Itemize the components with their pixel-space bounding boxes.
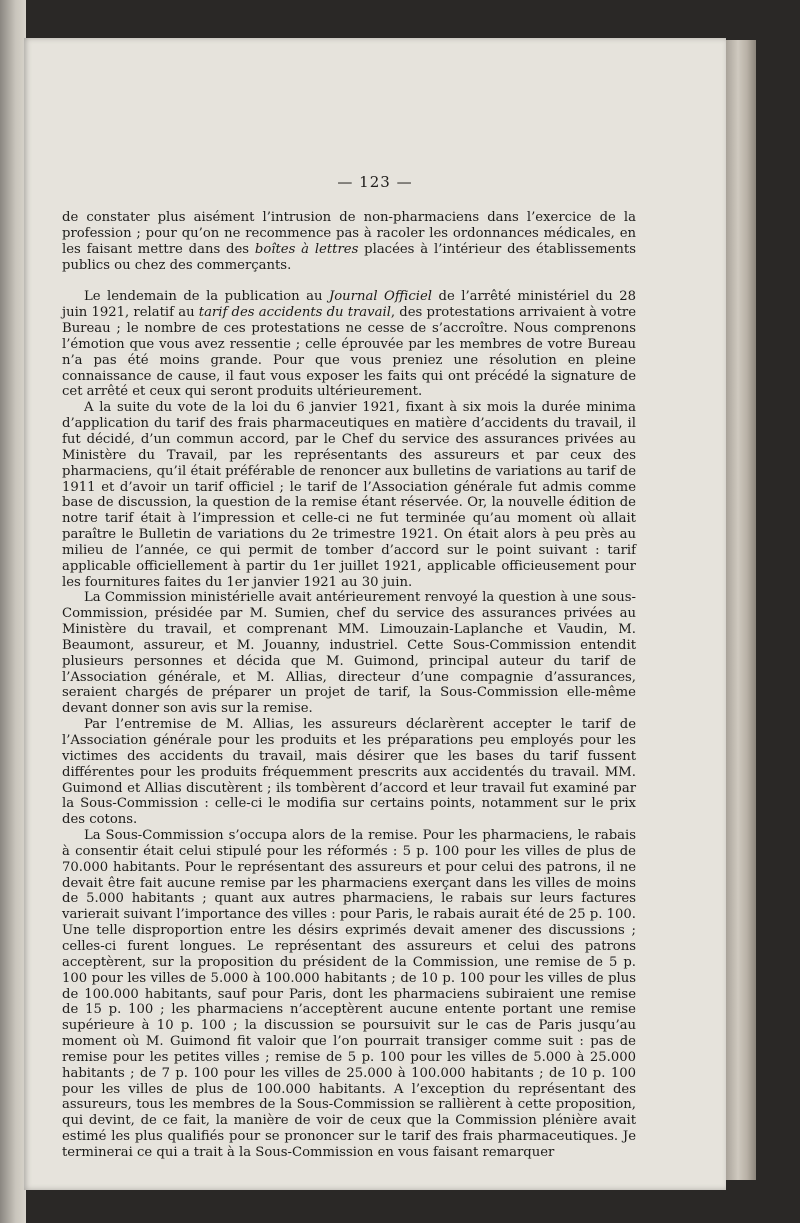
text-run: La Commission ministérielle avait antérieurement renvoyé la question à une sous-Commission, présidée par M. Sumien, chef du service des assurances privées au Ministère du travail, et comprenant MM. Limouzain-Laplanche et Vaudin, M. Beaumont, assureur, et M. Jouanny, industriel. Cette Sous-Commission entendit plusieurs personnes et décida que M. Guimond, principal auteur du tarif de l’Association générale, et M. Allias, directeur d’une compagnie d’assurances, seraient chargés de préparer un projet de tarif, la Sous-Commission elle-même devant donner son avis sur la remise. bbox=[62, 590, 636, 717]
text-run: de constater plus aisément l’intrusion de non-pharmaciens dans l’exercice de la profession ; pour qu’on ne recommence pas à racoler les ordonnances médicales, en les faisant mettre dans des bbox=[62, 210, 636, 257]
left-page-edge bbox=[0, 0, 26, 1223]
text-run: Par l’entremise de M. Allias, les assureurs déclarèrent accepter le tarif de l’Association générale pour les produits et les préparations peu employés pour les victimes des accidents du travail, mais désirer que les bases du tarif fussent différentes pour les produits fréquemment prescrits aux accidentés du travail. MM. Guimond et Allias discutèrent ; ils tombèrent d’accord et leur travail fut examiné par la Sous-Commission : celle-ci le modifia sur certains points, notamment sur le prix des cotons. bbox=[62, 717, 636, 828]
paragraph bbox=[62, 717, 636, 828]
text-run: La Sous-Commission s’occupa alors de la remise. Pour les pharmaciens, le rabais à consentir était celui stipulé pour les réformés : 5 p. 100 pour les villes de plus de 70.000 habitants. Pour le représentant des assureurs et pour celui des patrons, il ne devait être fait aucune remise par les pharmaciens exerçant dans les villes de moins de 5.000 habitants ; quant aux autres pharmaciens, le rabais sur leurs factures varierait suivant l’importance des villes : pour Paris, le rabais aurait été de 25 p. 100. Une telle disproportion entre les désirs exprimés devait amener des discussions ; celles-ci furent longues. Le représentant des assureurs et celui des patrons acceptèrent, sur la proposition du président de la Commission, une remise de 5 p. 100 pour les villes de 5.000 à 100.000 habitants ; de 10 p. 100 pour les villes de plus de 100.000 habitants, sauf pour Paris, dont les pharmaciens subiraient une remise de 15 p. 100 ; les pharmaciens n’acceptèrent aucune entente portant une remise supérieure à 10 p. 100 ; la discussion se poursuivit sur le cas de Paris jusqu’au moment où M. Guimond fit valoir que l’on pourrait transiger comme suit : pas de remise pour les petites villes ; remise de 5 p. 100 pour les villes de 5.000 à 25.000 habitants ; de 7 p. 100 pour les villes de 25.000 à 100.000 habitants ; de 10 p. 100 pour les villes de plus de 100.000 habitants. A l’exception du représentant des assureurs, tous les membres de la Sous-Commission se rallièrent à cette proposition, qui devint, de ce fait, la manière de voir de ceux que la Commission plénière avait estimé les plus qualifiés pour se prononcer sur le tarif des frais pharmaceutiques. Je terminerai ce qui a trait à la Sous-Commission en vous faisant remarquer bbox=[62, 828, 636, 1160]
page-stack-edge bbox=[726, 40, 756, 1180]
body-text bbox=[62, 210, 636, 1161]
paragraph bbox=[62, 210, 636, 273]
text-run: A la suite du vote de la loi du 6 janvier 1921, fixant à six mois la durée minima d’application du tarif des frais pharmaceutiques en matière d’accidents du travail, il fut décidé, d’un commun accord, par le Chef du service des assurances privées au Ministère du Travail, par les représentants des assureurs et par ceux des pharmaciens, qu’il était préférable de renoncer aux bulletins de variations au tarif de 1911 et d’avoir un tarif officiel ; le tarif de l’Association générale fut admis comme base de discussion, la question de la remise étant réservée. Or, la nouvelle édition de notre tarif était à l’impression et celle-ci ne fut terminée qu’au moment où allait paraître le Bulletin de variations du 2e trimestre 1921. On était alors à peu près au milieu de l’année, ce qui permit de tomber d’accord sur le point suivant : tarif applicable officiellement à partir du 1er juillet 1921, applicable officieusement pour les fournitures faites du 1er janvier 1921 au 30 juin. bbox=[62, 400, 636, 590]
paragraph bbox=[62, 400, 636, 590]
italic-text: tarif des accidents du travail bbox=[198, 305, 391, 321]
text-run: placées à l’intérieur des établissements publics ou chez des commerçants. bbox=[62, 241, 636, 273]
paragraph-gap bbox=[62, 273, 636, 289]
italic-text: Journal Officiel bbox=[328, 289, 433, 305]
text-run: , des protestations arrivaient à votre Bureau ; le nombre de ces protestations ne cesse de s’accroître. Nous comprenons l’émotion que vous avez ressentie ; celle éprouvée par les membres de votre Bureau n’a pas été moins grande. Pour que vous preniez une résolution en pleine connaissance de cause, il faut vous exposer les faits qui ont précédé la signature de cet arrêté et ceux qui seront produits ultérieurement. bbox=[62, 305, 636, 400]
paragraph bbox=[62, 828, 636, 1161]
text-run: Le lendemain de la publication au bbox=[84, 289, 329, 305]
italic-text: boîtes à lettres bbox=[254, 241, 359, 257]
text-run: de l’arrêté ministériel du 28 juin 1921, relatif au bbox=[62, 289, 637, 321]
paragraph bbox=[62, 289, 636, 400]
book-page bbox=[24, 38, 726, 1190]
paragraph bbox=[62, 590, 636, 717]
page-number: — 123 — bbox=[337, 173, 413, 191]
